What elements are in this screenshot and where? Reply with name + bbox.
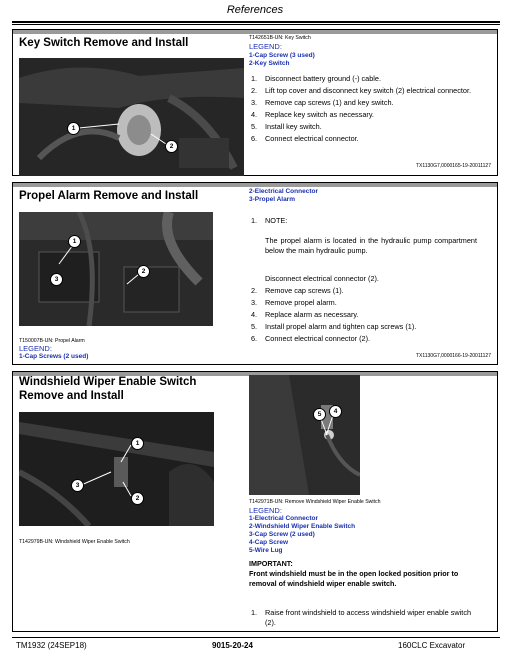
figure-caption: T150007B-UN: Propel Alarm	[19, 338, 85, 344]
footer-rule	[12, 637, 500, 638]
step: 4. Replace key switch as necessary.	[251, 110, 374, 119]
footer-model: 160CLC Excavator	[398, 641, 466, 650]
section-key-switch	[12, 29, 498, 176]
figure-caption: T142651B-UN: Key Switch	[249, 35, 311, 41]
section-title: Windshield Wiper Enable Switch Remove and Install	[19, 376, 197, 402]
step: 1. Raise front windshield to access windshield wiper enable switch (2).	[251, 608, 472, 627]
footer-page-number: 9015-20-24	[212, 641, 253, 650]
wiper-switch-removal-photo	[249, 375, 360, 495]
callout-3: 3	[71, 479, 84, 492]
key-switch-photo	[19, 58, 244, 176]
step: 3. Remove propel alarm.	[251, 298, 337, 307]
step: 6. Connect electrical connector (2).	[251, 334, 371, 343]
important-label: IMPORTANT:	[249, 559, 293, 568]
procedure-steps	[251, 216, 477, 228]
callout-2: 2	[165, 140, 178, 153]
figure-caption: T142979B-UN: Windshield Wiper Enable Switch	[19, 539, 130, 545]
header-rule-thin	[12, 24, 500, 25]
callout-1: 1	[131, 437, 144, 450]
section-title: Propel Alarm Remove and Install	[19, 190, 199, 202]
procedure-steps	[251, 74, 477, 146]
step: 5. Install key switch.	[251, 122, 322, 131]
callout-4: 4	[329, 405, 342, 418]
legend-item: 1-Electrical Connector	[249, 515, 318, 522]
legend-item: 2-Windshield Wiper Enable Switch	[249, 523, 356, 530]
legend-item: 3-Propel Alarm	[249, 196, 295, 203]
procedure-steps	[251, 286, 477, 346]
step: 3. Remove cap screws (1) and key switch.	[251, 98, 394, 107]
legend-title: LEGEND:	[19, 344, 52, 353]
callout-5: 5	[313, 408, 326, 421]
step: 2. Lift top cover and disconnect key switch (2) electrical connector.	[251, 86, 472, 95]
disconnect-text: Disconnect electrical connector (2).	[265, 274, 379, 283]
legend-title: LEGEND:	[249, 506, 282, 515]
callout-1: 1	[68, 235, 81, 248]
header-rule	[12, 21, 500, 23]
important-text: Front windshield must be in the open locked position prior to removal of windshield wiper enable switch.	[249, 569, 459, 588]
callout-2: 2	[131, 492, 144, 505]
legend-item: 2-Electrical Connector	[249, 188, 318, 195]
legend-item: 1-Cap Screws (2 used)	[19, 353, 89, 360]
procedure-steps	[251, 608, 477, 630]
callout-1: 1	[67, 122, 80, 135]
document-code: TX1130G7,0000166-19-20011127	[415, 353, 491, 359]
figure-caption: T142971B-UN: Remove Windshield Wiper Enable Switch	[249, 499, 381, 505]
legend-item: 1-Cap Screw (3 used)	[249, 52, 315, 59]
legend-title: LEGEND:	[249, 42, 282, 51]
section-bar	[13, 183, 497, 187]
running-header: References	[226, 4, 284, 16]
note-step: 1. NOTE:	[251, 216, 288, 225]
legend-item: 5-Wire Lug	[249, 547, 283, 554]
section-propel-alarm	[12, 182, 498, 365]
note-text: The propel alarm is located in the hydraulic pump compartment below the main hydraulic pump.	[265, 236, 477, 255]
section-title: Key Switch Remove and Install	[19, 37, 189, 49]
step: 1. Disconnect battery ground (-) cable.	[251, 74, 381, 83]
document-code: TX1130G7,0000165-19-20011127	[415, 163, 491, 169]
callout-2: 2	[137, 265, 150, 278]
section-bar	[13, 30, 497, 34]
callout-3: 3	[50, 273, 63, 286]
step: 4. Replace alarm as necessary.	[251, 310, 359, 319]
legend-item: 3-Cap Screw (2 used)	[249, 531, 315, 538]
step: 6. Connect electrical connector.	[251, 134, 359, 143]
legend-item: 2-Key Switch	[249, 60, 290, 67]
step: 5. Install propel alarm and tighten cap screws (1).	[251, 322, 417, 331]
wiper-switch-photo	[19, 412, 214, 526]
footer-doc-id: TM1932 (24SEP18)	[16, 641, 87, 650]
propel-alarm-photo	[19, 212, 213, 326]
step: 2. Remove cap screws (1).	[251, 286, 344, 295]
legend-item: 4-Cap Screw	[249, 539, 289, 546]
section-wiper-switch	[12, 371, 498, 632]
